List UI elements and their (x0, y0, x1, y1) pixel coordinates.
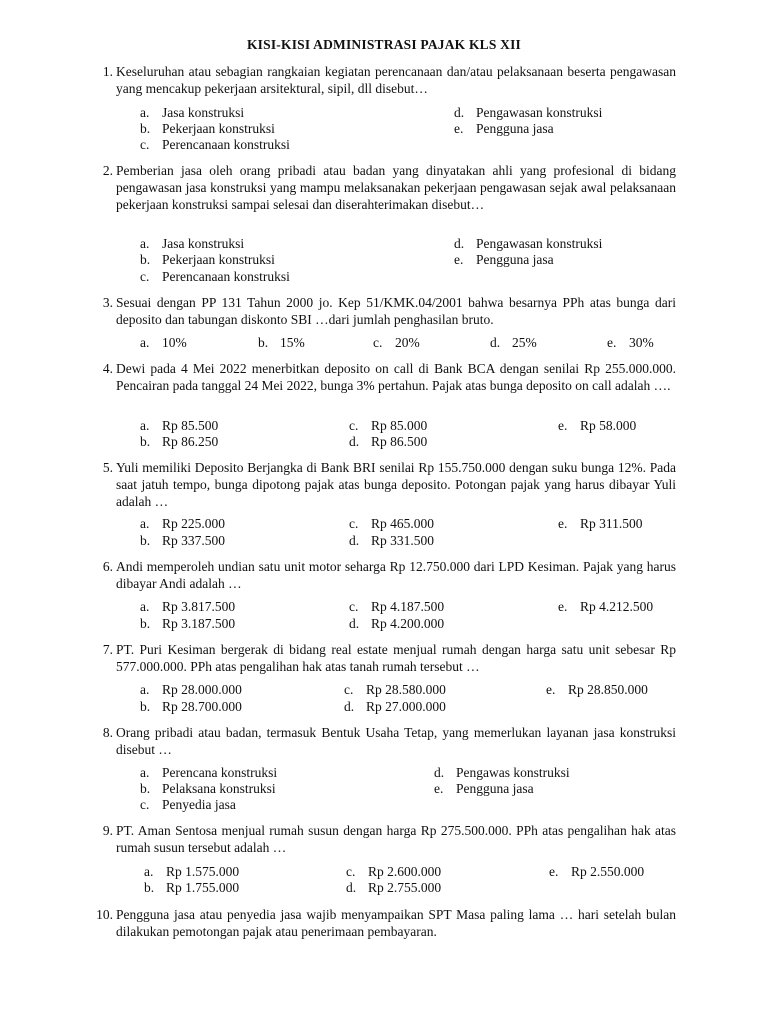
document-title: KISI-KISI ADMINISTRASI PAJAK KLS XII (246, 37, 522, 52)
option-a: a. Jasa konstruksi (140, 105, 245, 120)
option-e: e. 30% (607, 335, 654, 350)
option-b: b. Pelaksana konstruksi (140, 781, 276, 796)
question-number: 2. (102, 163, 113, 178)
option-a: a. Perencana konstruksi (140, 765, 278, 780)
option-c: c. 20% (373, 335, 420, 350)
option-d: d. Rp 2.755.000 (346, 880, 442, 895)
question-6 (102, 558, 676, 592)
option-b: b. Rp 337.500 (140, 533, 226, 548)
option-c: c. Penyedia jasa (140, 797, 236, 812)
option-a: a. Rp 3.817.500 (140, 599, 236, 614)
question-text: Andi memperoleh undian satu unit motor seharga Rp 12.750.000 dari LPD Kesiman. Pajak yang harus dibayar Andi adalah … (116, 559, 676, 591)
option-b: b. Rp 3.187.500 (140, 616, 236, 631)
option-c: c. Rp 465.000 (349, 516, 435, 531)
option-a: a. Rp 28.000.000 (140, 682, 242, 697)
question-number: 1. (102, 64, 113, 79)
question-text: Dewi pada 4 Mei 2022 menerbitkan deposito on call di Bank BCA dengan senilai Rp 255.000.000. Pencairan pada tanggal 24 Mei 2022, bunga 3% pertahun. Pajak atas bunga deposito on call adalah …. (116, 361, 676, 393)
option-d: d. Pengawasan konstruksi (454, 105, 603, 120)
question-number: 5. (102, 460, 113, 475)
question-text: Sesuai dengan PP 131 Tahun 2000 jo. Kep 51/KMK.04/2001 bahwa besarnya PPh atas bunga dari deposito dan tabungan diskonto SBI …dari jumlah penghasilan bruto. (116, 295, 676, 327)
option-a: a. Rp 1.575.000 (144, 864, 240, 879)
question-number: 6. (102, 559, 113, 574)
question-number: 7. (102, 642, 113, 657)
option-b: b. Pekerjaan konstruksi (140, 252, 275, 267)
option-b: b. Rp 28.700.000 (140, 699, 242, 714)
question-number: 10. (96, 907, 113, 922)
option-c: c. Rp 2.600.000 (346, 864, 442, 879)
question-8 (102, 724, 676, 758)
question-4 (102, 360, 676, 394)
question-1 (102, 63, 676, 97)
option-c: c. Rp 28.580.000 (344, 682, 446, 697)
option-d: d. Rp 27.000.000 (344, 699, 446, 714)
option-d: d. Pengawas konstruksi (434, 765, 570, 780)
option-e: e. Rp 4.212.500 (558, 599, 654, 614)
question-10 (96, 906, 676, 940)
question-text: Pemberian jasa oleh orang pribadi atau badan yang dinyatakan ahli yang profesional di bidang pengawasan jasa konstruksi yang mampu melaksanakan pekerjaan pengawasan sejak awal pelaksanaan pekerjaan konstruksi sampai selesai dan diserahterimakan disebut… (116, 163, 676, 212)
question-number: 8. (102, 725, 113, 740)
option-d: d. Pengawasan konstruksi (454, 236, 603, 251)
option-d: d. Rp 86.500 (349, 434, 428, 449)
option-d: d. Rp 331.500 (349, 533, 435, 548)
option-d: d. Rp 4.200.000 (349, 616, 445, 631)
option-b: b. Rp 86.250 (140, 434, 219, 449)
option-d: d. 25% (490, 335, 537, 350)
option-b: b. 15% (258, 335, 305, 350)
option-a: a. Rp 225.000 (140, 516, 226, 531)
option-c: c. Rp 4.187.500 (349, 599, 445, 614)
question-number: 3. (102, 295, 113, 310)
option-e: e. Pengguna jasa (454, 121, 554, 136)
question-text: Pengguna jasa atau penyedia jasa wajib menyampaikan SPT Masa paling lama … hari setelah bulan dilakukan pemotongan pajak atau penerimaan pembayaran. (116, 907, 676, 939)
question-text: Yuli memiliki Deposito Berjangka di Bank BRI senilai Rp 155.750.000 dengan suku bunga 12%. Pada saat jatuh tempo, bunga dipotong pajak atas bunga deposito. Potongan pajak yang harus dibayar Yuli adalah … (116, 460, 676, 509)
option-b: b. Pekerjaan konstruksi (140, 121, 275, 136)
option-e: e. Pengguna jasa (454, 252, 554, 267)
question-7 (102, 641, 676, 675)
option-e: e. Rp 28.850.000 (546, 682, 648, 697)
question-9 (102, 822, 676, 856)
option-b: b. Rp 1.755.000 (144, 880, 240, 895)
option-e: e. Rp 2.550.000 (549, 864, 645, 879)
option-e: e. Pengguna jasa (434, 781, 534, 796)
option-c: c. Rp 85.000 (349, 418, 428, 433)
question-number: 4. (102, 361, 113, 376)
option-c: c. Perencanaan konstruksi (140, 269, 290, 284)
question-text: PT. Puri Kesiman bergerak di bidang real estate menjual rumah dengan harga satu unit sebesar Rp 577.000.000. PPh atas pengalihan hak atas tanah rumah tersebut … (116, 642, 676, 674)
option-a: a. Rp 85.500 (140, 418, 219, 433)
question-2 (102, 162, 676, 213)
question-number: 9. (102, 823, 113, 838)
option-e: e. Rp 311.500 (558, 516, 643, 531)
question-text: Keseluruhan atau sebagian rangkaian kegiatan perencanaan dan/atau pelaksanaan beserta pengawasan yang mencakup pekerjaan arsitektural, sipil, dll disebut… (116, 64, 676, 96)
question-text: PT. Aman Sentosa menjual rumah susun dengan harga Rp 275.500.000. PPh atas pengalihan hak atas rumah susun tersebut adalah … (116, 823, 676, 855)
option-a: a. 10% (140, 335, 187, 350)
question-3 (102, 294, 676, 328)
option-c: c. Perencanaan konstruksi (140, 137, 290, 152)
option-a: a. Jasa konstruksi (140, 236, 245, 251)
question-text: Orang pribadi atau badan, termasuk Bentuk Usaha Tetap, yang memerlukan layanan jasa konstruksi disebut … (116, 725, 676, 757)
question-5 (102, 459, 676, 510)
option-e: e. Rp 58.000 (558, 418, 637, 433)
